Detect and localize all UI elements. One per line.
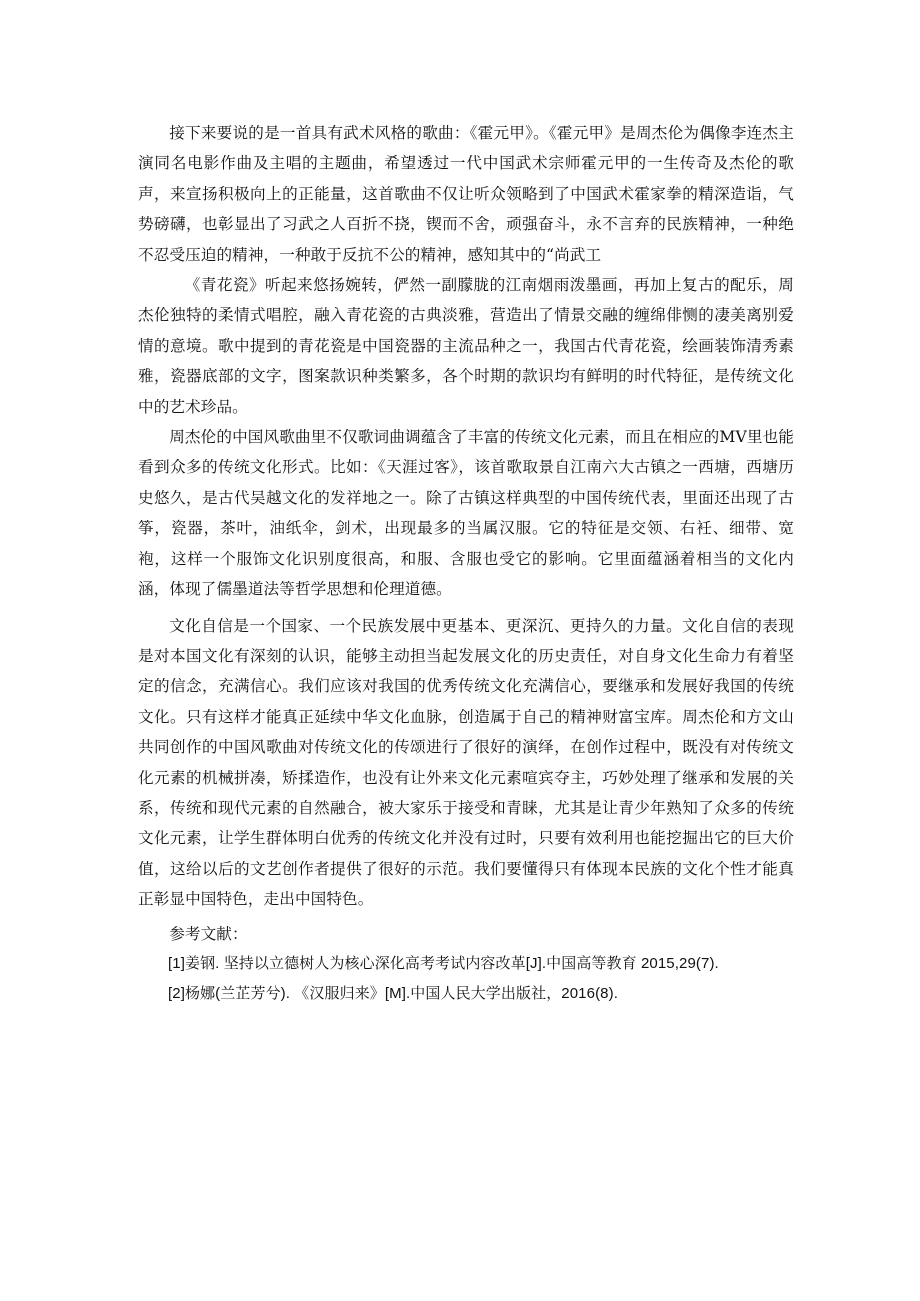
references-section xyxy=(138,919,794,1010)
document-page xyxy=(138,118,794,1010)
reference-item-1: [1]姜钢. 坚持以立德树人为核心深化高考考试内容改革[J].中国高等教育 2015,29(7). xyxy=(168,954,719,972)
paragraph-cultural-confidence: 文化自信是一个国家、一个民族发展中更基本、更深沉、更持久的力量。文化自信的表现是对本国文化有深刻的认识，能够主动担当起发展文化的历史责任，对自身文化生命力有着坚定的信念，充满信心。我们应该对我国的优秀传统文化充满信心，要继承和发展好我国的传统文化。只有这样才能真正延续中华文化血脉，创造属于自己的精神财富宝库。周杰伦和方文山共同创作的中国风歌曲对传统文化的传颂进行了很好的演绎，在创作过程中，既没有对传统文化元素的机械拼凑，矫揉造作，也没有让外来文化元素喧宾夺主，巧妙处理了继承和发展的关系，传统和现代元素的自然融合，被大家乐于接受和青睐，尤其是让青少年熟知了众多的传统文化元素，让学生群体明白优秀的传统文化并没有过时，只要有效利用也能挖掘出它的巨大价值，这给以后的文艺创作者提供了很好的示范。我们要懂得只有体现本民族的文化个性才能真正彰显中国特色，走出中国特色。 xyxy=(138,616,794,909)
paragraph-qinghuaci: 《青花瓷》听起来悠扬婉转，俨然一副朦胧的江南烟雨泼墨画，再加上复古的配乐，周杰伦独特的柔情式唱腔，融入青花瓷的古典淡雅，营造出了情景交融的缠绵俳恻的凄美离别爱情的意境。歌中提到的青花瓷是中国瓷器的主流品种之一，我国古代青花瓷，绘画装饰清秀素雅，瓷器底部的文字，图案款识种类繁多，各个时期的款识均有鲜明的时代特征，是传统文化中的艺术珍品。 xyxy=(138,276,794,416)
references-heading: 参考文献： xyxy=(169,924,248,943)
paragraph-mv-culture: 周杰伦的中国风歌曲里不仅歌词曲调蕴含了丰富的传统文化元素，而且在相应的MV里也能看到众多的传统文化形式。比如：《天涯过客》，该首歌取景自江南六大古镇之一西塘，西塘历史悠久，是古代吴越文化的发祥地之一。除了古镇这样典型的中国传统代表，里面还出现了古筝，瓷器，茶叶，油纸伞，剑术，出现最多的当属汉服。它的特征是交领、右衽、细带、宽袍，这样一个服饰文化识别度很高，和服、含服也受它的影响。它里面蕴涵着相当的文化内涵，体现了儒墨道法等哲学思想和伦理道德。 xyxy=(138,428,794,599)
reference-item-2: [2]杨娜(兰芷芳兮). 《汉服归来》[M].中国人民大学出版社，2016(8). xyxy=(168,985,618,1003)
paragraph-huo-yuanjia: 接下来要说的是一首具有武术风格的歌曲：《霍元甲》。《霍元甲》是周杰伦为偶像李连杰主演同名电影作曲及主唱的主题曲，希望透过一代中国武术宗师霍元甲的一生传奇及杰伦的歌声，来宣扬积极向上的正能量，这首歌曲不仅让听众领略到了中国武术霍家拳的精深造诣，气势磅礴，也彰显出了习武之人百折不挠，锲而不舍，顽强奋斗，永不言弃的民族精神，一种绝不忍受压迫的精神，一种敢于反抗不公的精神，感知其中的“尚武工 xyxy=(138,124,794,264)
